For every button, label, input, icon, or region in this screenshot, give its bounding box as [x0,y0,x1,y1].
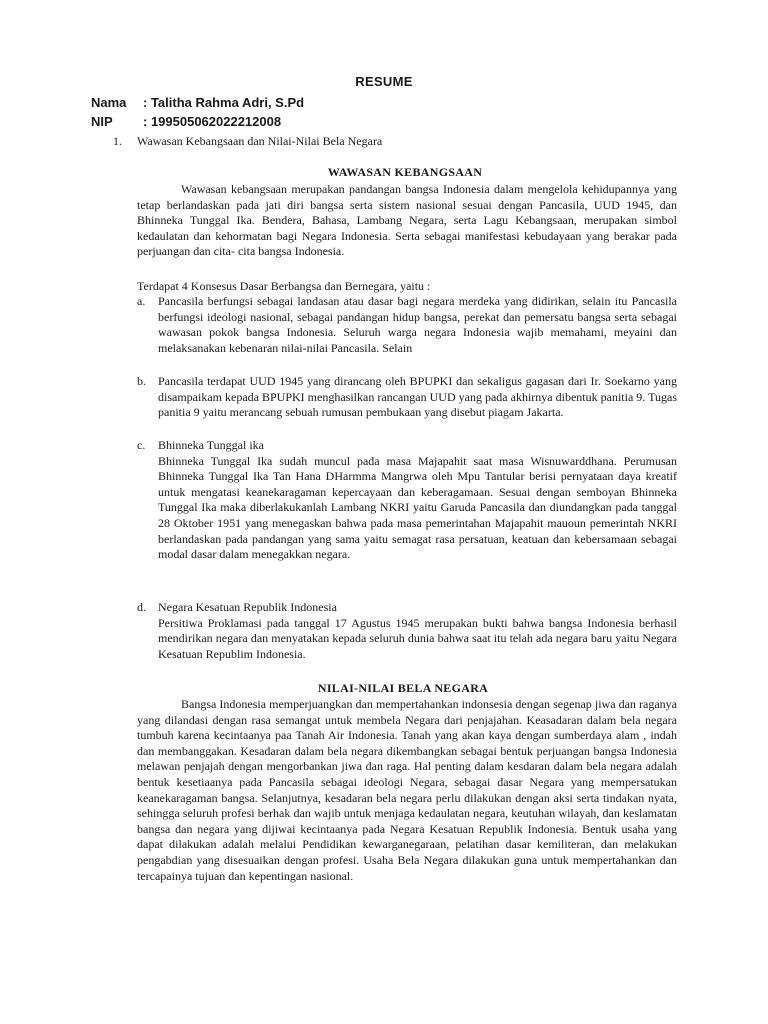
list-item-text: Pancasila terdapat UUD 1945 yang dirancang oleh BPUPKI dan sekaligus gagasan dari Ir. Soekarno yang disampaikam kepada BPUPKI menghasilkan rancangan UUD yang pada akhirnya dibentuk panitia 9. Tugas panitia 9 yaitu merancang sebuah rumusan pembukaan yang disebut piagam Jakarta. [158,374,677,420]
list-item-text: Persitiwa Proklamasi pada tanggal 17 Agustus 1945 merupakan bukti bahwa bangsa Indonesia berhasil mendirikan negara dan menyatakan kepada seluruh dunia bahwa saat itu telah ada negara baru yaitu Negara Kesatuan Republim Indonesia. [158,615,677,661]
nip-label: NIP [91,114,113,129]
list-item-text: Pancasila berfungsi sebagai landasan atau dasar bagi negara merdeka yang didirikan, selain itu Pancasila berfungsi ideologi nasional, sebagai pandangan hidup bangsa, perekat dan pemersatu bangsa serta sebagai wawasan pokok bangsa Indonesia. Seluruh warga negara Indonesia wajib memahami, meyaini dan melaksanakan kebenaran nilai-nilai Pancasila. Selain [158,294,677,355]
list-item-text: Bhinneka Tunggal Ika sudah muncul pada masa Majapahit saat masa Wisnuwarddhana. Perumusan Bhinneka Tunggal Ika Tan Hana DHarmma Mangrwa oleh Mpu Tantular berisi pernyataan daya kreatif untuk mengatasi keanekaragaman kepercayaan dan keberagamaan. Sesuai dengan semboyan Bhinneka Tunggal Ika maka diberlakukanlah Lambang NKRI yaitu Garuda Pancasila dan diundangkan pada tanggal 28 Oktober 1951 yang menegaskan bahwa pada masa pemerintahan Majapahit mauoun pemerintah NKRI berlandaskan pada pandangan yang sama yaitu semagat rasa persatuan, keatuan dan kebersamaan sebagai modal dasar dalam menegakkan negara. [158,453,677,562]
name-value: : Talitha Rahma Adri, S.Pd [143,95,305,110]
list-marker: d. [137,600,146,614]
section-title: Wawasan Kebangsaan dan Nilai-Nilai Bela Negara [137,134,383,148]
heading-wawasan-kebangsaan: WAWASAN KEBANGSAAN [327,165,483,179]
name-label: Nama [91,95,127,110]
heading-nilai-bela-negara: NILAI-NILAI BELA NEGARA [317,681,489,695]
list-item-c [137,438,677,563]
nip-row [91,114,281,129]
nip-value: : 199505062022212008 [143,114,282,129]
konsensus-intro: Terdapat 4 Konsesus Dasar Berbangsa dan Bernegara, yaitu : [137,279,431,293]
paragraph-wawasan-kebangsaan: Wawasan kebangsaan merupakan pandangan bangsa Indonesia dalam mengelola kehidupannya yang tetap berlandaskan pada jati diri bangsa serta sistem nasional sesuai dengan Pancasila, UUD 1945, dan Bhinneka Tunggal Ika. Bendera, Bahasa, Lambang Negara, serta Lagu Kebangsaan, merupakan simbol kedaulatan dan kehormatan bagi Negara Indonesia. Serta sebagai manifestasi kebudayaan yang berakar pada perjuangan dan cita- cita bangsa Indonesia. [137,182,677,259]
list-marker: b. [137,374,146,388]
list-item-a [137,294,677,356]
list-item-subtitle: Negara Kesatuan Republik Indonesia [158,600,337,614]
name-row [91,95,304,110]
list-marker: c. [137,438,146,452]
section-number: 1. [113,134,122,148]
section-heading [113,134,382,149]
list-item-subtitle: Bhinneka Tunggal ika [158,438,265,452]
list-item-d [137,600,677,662]
list-item-b [137,374,677,421]
list-marker: a. [137,294,146,308]
paragraph-bela-negara: Bangsa Indonesia memperjuangkan dan mempertahankan indonsesia dengan segenap jiwa dan raganya yang dilandasi dengan rasa semangat untuk membela Negara dari penjajahan. Keasadaran dalam bela negara tumbuh karena kecintaanya paa Tanah Air Indonesia. Tanah yang akan kaya dengan sumberdaya alam , indah dan membanggakan. Kesadaran dalam bela negara dikembangkan sebagai bentuk perjuangan bangsa Indonesia melawan penjajah dengan mengorbankan jiwa dan raga. Hal penting dalam kesdaran dalam bela negara adalah bentuk kesetiaanya pada Pancasila sebagai ideologi Negara, sebagai dasar Negara yang mempersatukan keanekaragaman bangsa. Selanjutnya, kesadaran bela negara perlu dilakukan dengan aksi serta tindakan nyata, sehingga seluruh profesi berhak dan wajib untuk menjaga kedaulatan negara, keutuhan wilayah, dan keslamatan bangsa dan negara yang dijiwai kecintaanya pada Negara Kesatuan Republik Indonesia. Bentuk usaha yang dapat dilakukan adalah melalui Pendidikan kewarganegaraan, pelatihan dasar kemiliteran, dan melakukan pengabdian yang disesuaikan dengan profesi. Usaha Bela Negara dilakukan guna untuk mempertahankan dan tercapainya tujuan dan kepentingan nasional. [137,697,677,883]
document-title: RESUME [355,74,413,89]
